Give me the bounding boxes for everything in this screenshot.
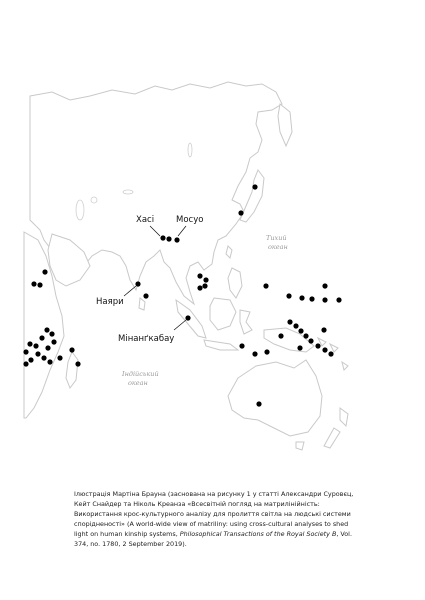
society-dot <box>197 285 202 290</box>
society-dot <box>322 347 327 352</box>
society-dot <box>298 328 303 333</box>
society-dot <box>42 269 47 274</box>
pacific-ocean-label: Тихий <box>266 234 287 242</box>
society-dot <box>75 361 80 366</box>
society-dot <box>256 401 261 406</box>
society-dot <box>166 236 171 241</box>
aral-sea <box>91 197 97 203</box>
society-dot <box>197 273 202 278</box>
society-dot <box>238 210 243 215</box>
society-dot <box>252 184 257 189</box>
society-dot <box>202 283 207 288</box>
society-dot <box>33 343 38 348</box>
society-dot <box>49 331 54 336</box>
society-dot <box>37 282 42 287</box>
minangkabau-leader <box>174 320 186 330</box>
indian-ocean-label: Індійський <box>122 370 159 378</box>
figure-caption <box>74 489 362 549</box>
society-dot <box>41 355 46 360</box>
society-dot <box>336 297 341 302</box>
nayars-leader <box>124 286 136 296</box>
caption-journal: Philosophical Transactions of the Royal Society B <box>179 530 337 538</box>
society-dot <box>28 357 33 362</box>
society-dot <box>47 359 52 364</box>
society-dot <box>252 351 257 356</box>
society-dot <box>160 235 165 240</box>
society-dot <box>293 323 298 328</box>
australia <box>228 360 322 436</box>
sri-lanka <box>139 298 145 310</box>
kamchatka <box>278 104 292 146</box>
society-dot <box>321 327 326 332</box>
label-khasi: Хасі <box>136 215 155 225</box>
society-dot <box>239 343 244 348</box>
society-dot <box>69 347 74 352</box>
caption-text-2: , Vol. 374, no. 1780, 2 September 2019). <box>74 530 352 548</box>
society-dot <box>303 333 308 338</box>
madagascar <box>66 352 78 388</box>
java <box>204 340 238 350</box>
society-dot <box>23 361 28 366</box>
indian-ocean-label-2: океан <box>128 379 148 387</box>
new-zealand <box>324 408 348 448</box>
society-dot <box>51 339 56 344</box>
society-dot <box>57 355 62 360</box>
tasmania <box>296 442 304 450</box>
society-dot <box>31 281 36 286</box>
society-dot <box>264 349 269 354</box>
society-dot <box>286 293 291 298</box>
society-dot <box>45 345 50 350</box>
society-dot <box>135 281 140 286</box>
caption-text-1: Ілюстрація Мартіна Брауна (заснована на рисунку 1 у статті Александри Суровєц, Кейт Снайдер та Ніколь Креанза «Всесвітній погляд на матрилінійність: Використання крос-культурного аналізу для пролиття світла на людські системи спорідненості» (A world-wide view of matriliny: using cross-cultural analyses to shed light on human kinship systems, <box>74 490 354 538</box>
pacific-ocean-label-2: океан <box>268 243 288 251</box>
society-dot <box>287 319 292 324</box>
lake-balkhash <box>123 190 133 194</box>
society-dot <box>322 297 327 302</box>
society-dot <box>308 338 313 343</box>
sumatra <box>176 300 206 338</box>
society-dot <box>185 315 190 320</box>
society-dot <box>299 295 304 300</box>
society-dot <box>322 283 327 288</box>
society-dot <box>328 351 333 356</box>
caspian-sea <box>76 200 84 220</box>
label-mosuo: Мосуо <box>176 215 204 225</box>
society-dot <box>174 237 179 242</box>
borneo <box>210 298 236 330</box>
society-dot <box>309 296 314 301</box>
sulawesi <box>240 310 252 334</box>
japan <box>240 170 264 222</box>
society-dot <box>143 293 148 298</box>
society-dot <box>315 343 320 348</box>
society-dot <box>35 351 40 356</box>
new-guinea <box>264 328 314 352</box>
lake-baikal <box>188 143 192 157</box>
society-dot <box>44 327 49 332</box>
society-dot <box>278 333 283 338</box>
society-dot <box>297 345 302 350</box>
society-dot <box>27 341 32 346</box>
philippines <box>226 246 242 298</box>
society-dot <box>39 335 44 340</box>
society-dot <box>263 283 268 288</box>
label-nayars: Наяри <box>96 297 124 307</box>
society-dot <box>23 349 28 354</box>
label-minangkabau: Мінанґкабау <box>118 334 175 344</box>
society-dot <box>203 277 208 282</box>
